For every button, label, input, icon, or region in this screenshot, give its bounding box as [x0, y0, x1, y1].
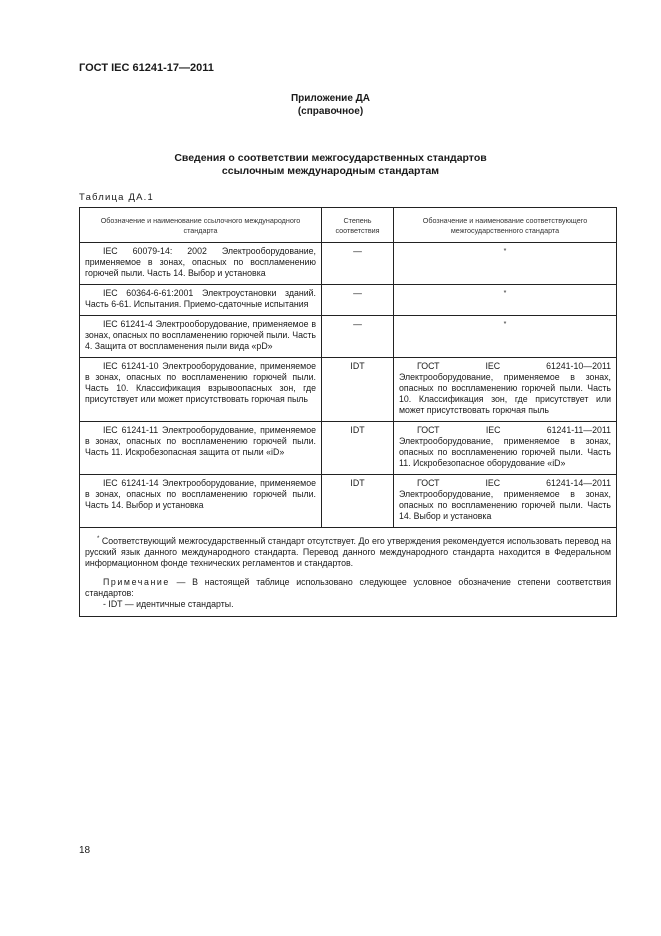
note — [85, 577, 611, 599]
degree-cell: — — [322, 316, 394, 358]
degree-cell: — — [322, 243, 394, 285]
document-code: ГОСТ IEC 61241-17—2011 — [79, 62, 214, 74]
intl-standard-cell: IEC 61241-11 Электрооборудование, применяемое в зонах, опасных по воспламенению горючей пыли. Часть 11. Искробезопасная защита от пыли «iD» — [80, 422, 322, 475]
intl-standard-cell: IEC 60079-14: 2002 Электрооборудование, применяемое в зонах, опасных по воспламенению горючей пыли. Часть 14. Выбор и установка — [80, 243, 322, 285]
column-header-degree: Степень соответствия — [322, 208, 394, 243]
column-header-intl-standard: Обозначение и наименование ссылочного международного стандарта — [80, 208, 322, 243]
interstate-standard-cell: ГОСТ IEC 61241-11—2011 Электрооборудование, применяемое в зонах, опасных по воспламенению горючей пыли. Часть 11. Искробезопасное оборудование «iD» — [394, 422, 617, 475]
note-text: — В настоящей таблице использовано следующее условное обозначение степени соответствия стандартов: — [85, 576, 611, 598]
interstate-standard-cell: ГОСТ IEC 61241-14—2011 Электрооборудование, применяемое в зонах, опасных по воспламенению горючей пыли. Часть 14. Выбор и установка — [394, 475, 617, 528]
table-row — [80, 285, 617, 316]
column-header-interstate-standard: Обозначение и наименование соответствующего межгосударственного стандарта — [394, 208, 617, 243]
footnote-marker: * — [97, 536, 100, 542]
table-label: Таблица ДА.1 — [79, 192, 154, 203]
section-title-line-2: ссылочным международным стандартам — [221, 165, 440, 177]
interstate-standard-cell: * — [394, 316, 617, 358]
section-title-line-1: Сведения о соответствии межгосударственных стандартов — [174, 152, 487, 164]
interstate-standard-cell: * — [394, 243, 617, 285]
degree-cell: IDT — [322, 475, 394, 528]
table-row — [80, 475, 617, 528]
note-label: Примечание — [103, 576, 170, 587]
table-notes-row — [80, 528, 617, 617]
appendix-heading — [0, 92, 661, 118]
interstate-standard-cell: ГОСТ IEC 61241-10—2011 Электрооборудование, применяемое в зонах, опасных по воспламенению горючей пыли. Часть 10. Классификация зон, где присутствует или может присутствовать горючая пыль — [394, 358, 617, 422]
appendix-subtitle: (справочное) — [297, 106, 364, 117]
footnote-text: Соответствующий межгосударственный стандарт отсутствует. До его утверждения рекомендуется использовать перевод на русский язык данного международного стандарта. Перевод данного международного стандарта находится в Федеральном информационном фонде технических регламентов и стандартов. — [85, 535, 612, 568]
appendix-title: Приложение ДА — [290, 93, 371, 104]
table-row — [80, 358, 617, 422]
table-row — [80, 243, 617, 285]
note-item: - IDT — идентичные стандарты. — [103, 598, 234, 609]
intl-standard-cell: IEC 61241-14 Электрооборудование, применяемое в зонах, опасных по воспламенению горючей пыли. Часть 14. Выбор и установка — [80, 475, 322, 528]
interstate-standard-cell: * — [394, 285, 617, 316]
intl-standard-cell: IEC 61241-4 Электрооборудование, применяемое в зонах, опасных по воспламенению горючей пыли. Часть 4. Защита от воспламенения пыли вида «pD» — [80, 316, 322, 358]
standards-correspondence-table — [79, 207, 617, 617]
table-row — [80, 422, 617, 475]
degree-cell: — — [322, 285, 394, 316]
table-header-row — [80, 208, 617, 243]
table-row — [80, 316, 617, 358]
page-number: 18 — [79, 845, 91, 856]
intl-standard-cell: IEC 60364-6-61:2001 Электроустановки зданий. Часть 6-61. Испытания. Приемо-сдаточные испытания — [80, 285, 322, 316]
footnote — [85, 534, 611, 569]
table-notes-cell — [80, 528, 617, 617]
intl-standard-cell: IEC 61241-10 Электрооборудование, применяемое в зонах, опасных по воспламенению горючей пыли. Часть 10. Классификация взрывоопасных зон, где присутствует или может присутствовать горючая пыль — [80, 358, 322, 422]
degree-cell: IDT — [322, 422, 394, 475]
section-title — [0, 152, 661, 178]
degree-cell: IDT — [322, 358, 394, 422]
